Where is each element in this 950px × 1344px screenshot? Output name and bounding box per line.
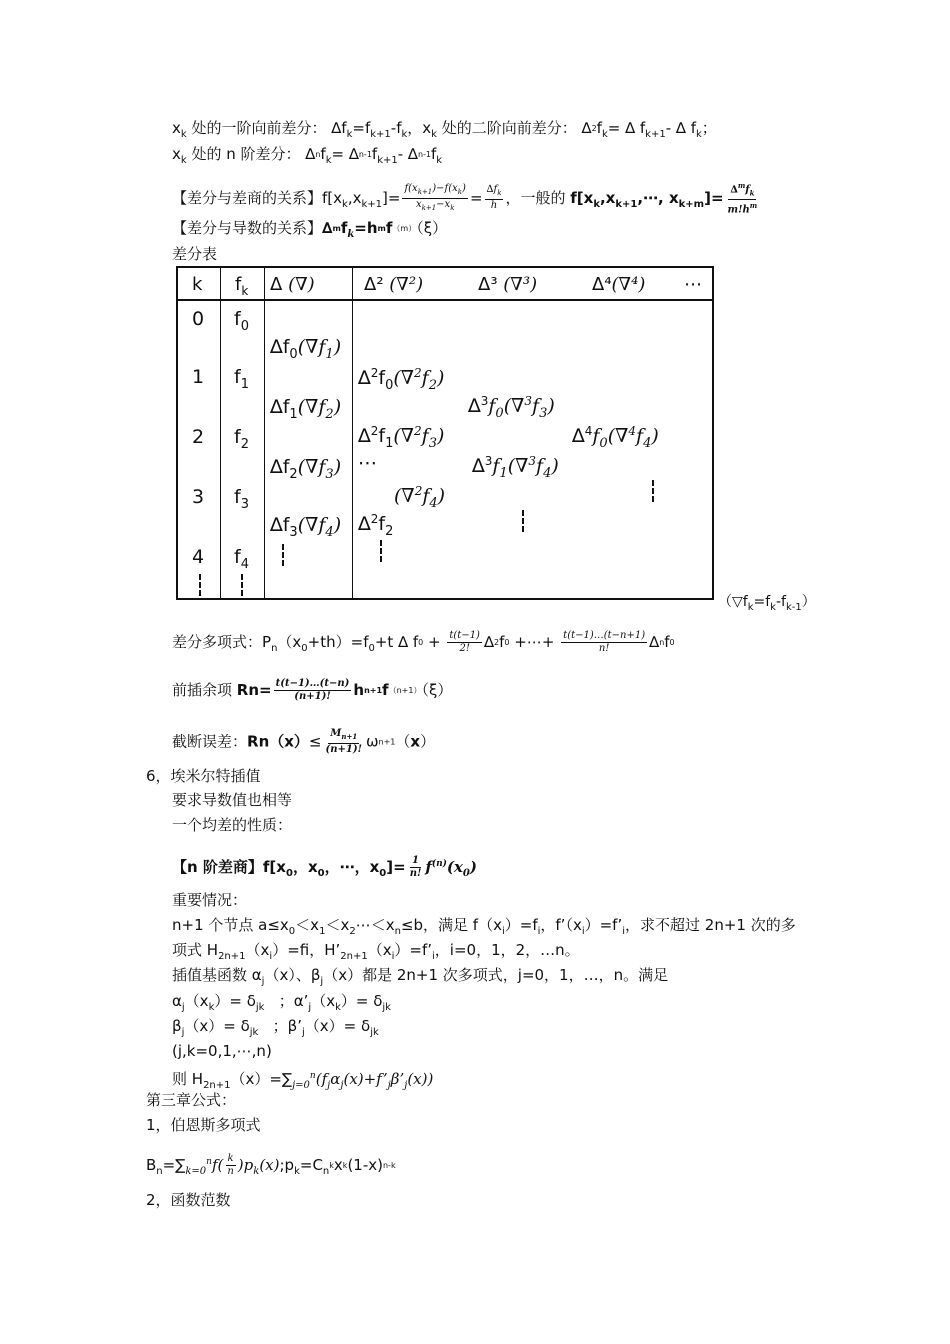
general-label: ，一般的 xyxy=(505,188,566,207)
f-index: 3 xyxy=(240,497,249,512)
header-f: $f_k$ xyxy=(235,274,249,298)
header-delta1: Δ (∇) xyxy=(270,274,315,295)
header-delta4: Δ⁴(∇⁴) xyxy=(592,274,646,295)
delta2-entry: $\Delta^2f_0(\nabla^2f_2)$ xyxy=(358,366,445,393)
diff-derivative-heading: 【差分与导数的关系】 xyxy=(172,219,323,237)
col-divider-k xyxy=(220,268,221,598)
delta2-entry: $\Delta^2f_2$ xyxy=(358,512,394,539)
header-divider xyxy=(178,299,712,301)
col-divider-delta xyxy=(352,268,353,598)
f-value: $f_1$ xyxy=(234,366,249,392)
truncation-error: 截断误差：Rn（x）≤ $\frac{M_{n+1}}{(n+1)!}$ ωn+1（x） xyxy=(172,728,436,755)
forward-diff-line: $x_k$ 处的一阶向前差分： $\Delta f_k=f_{k+1}-f_k$，$x_k$ 处的二阶向前差分： $\Delta 2f_k=$ ∆ $f_{k+1}-$ ∆ $f_k$； xyxy=(172,119,717,140)
bernstein-formula: $B_n=\sum_{k=0}^nf$( $\frac{k}{n}$ )$p_k(x);p_k=C_nkxk(1-x)n-k$ xyxy=(146,1153,396,1177)
trunc-err-label: 截断误差： xyxy=(172,732,248,751)
nth-diff-line: $x_k$ 处的 n 阶差分： $\Delta nf_k= \Delta n-1f_{k+1}-$ $\Delta n-1f_k$ xyxy=(172,145,443,166)
cond1-tail: ≤b，满足 f（x xyxy=(400,916,502,934)
vertical-ellipsis xyxy=(241,574,243,596)
header-delta1-label: Δ xyxy=(270,274,283,295)
basis-label: 插值基函数 α xyxy=(172,966,262,984)
header-f-label: f xyxy=(235,274,242,295)
delta3-entry: $\Delta^3f_0(\nabla^3f_3)$ xyxy=(468,394,555,421)
mean-property: 一个均差的性质： xyxy=(172,816,293,834)
header-k: k xyxy=(192,274,203,295)
f-index: 4 xyxy=(240,557,249,572)
vertical-ellipsis xyxy=(522,510,524,532)
header-delta2: Δ² (∇²) xyxy=(364,274,424,295)
condition-line-1: n+1 个节点 $a\le x_0<x_1<x_2\cdots<x_n\le b$，满足 $f(x_i)=f_i$，$f’(x_i)=f’_i$，求不超过 2n+1 次的多 xyxy=(172,916,796,937)
header-delta2-label: Δ² xyxy=(364,274,384,295)
ellipsis: ⋯ xyxy=(358,452,377,474)
header-delta4-label: Δ⁴ xyxy=(592,274,612,295)
delta1-entry: $\Delta f_1(\nabla f_2)$ xyxy=(270,396,342,422)
nth-quotient-heading: 【n 阶差商】 xyxy=(172,858,263,876)
header-ellipsis: ⋯ xyxy=(684,274,702,295)
cond1-end: ，求不超过 2n+1 次的多 xyxy=(625,916,796,934)
vertical-ellipsis xyxy=(380,540,382,562)
backward-note-label: （▽f xyxy=(718,594,748,610)
f-value: $f_2$ xyxy=(234,426,249,452)
f-index: 0 xyxy=(240,319,249,334)
f-index: 1 xyxy=(240,377,249,392)
header-delta3: Δ³ (∇³) xyxy=(478,274,538,295)
f-value: $f_3$ xyxy=(234,486,249,512)
delta1-entry: $\Delta f_3(\nabla f_4)$ xyxy=(270,514,342,540)
forward-diff-label: 处的一阶向前差分： xyxy=(191,119,327,137)
cond2-label: 项式 H xyxy=(172,941,219,959)
backward-diff-note: $(▽f_k=f_k-f_{k-1})$ xyxy=(718,594,816,613)
basis-tail: 都是 2n+1 次多项式，j=0，1，…，n。满足 xyxy=(362,966,669,984)
k-value: 0 xyxy=(192,308,205,330)
jk-range: (j,k=0,1,⋯,n) xyxy=(172,1042,272,1060)
then-h-label: 则 H xyxy=(172,1070,204,1088)
delta1-entry: $\Delta f_0(\nabla f_1)$ xyxy=(270,336,342,362)
condition-line-2: 项式 $H_{2n+1}(x_i)=fi$，$H’_{2n+1}(x_i)=f’_i$，i=0，1，2，…n。 xyxy=(172,941,580,962)
beta-condition: $\beta_j(x)= \delta_{jk}$ ；$\beta’_j(x)= \delta_{jk}$ xyxy=(172,1017,379,1038)
delta2-entry: $(\nabla^2f_4)$ xyxy=(394,484,446,511)
f-value: $f_4$ xyxy=(234,546,249,572)
alpha-condition: $\alpha_j(x_k)= \delta_{jk}$ ；$\alpha’_j(x_k)= \delta_{jk}$ xyxy=(172,992,391,1013)
require-derivative: 要求导数值也相等 xyxy=(172,791,293,809)
vertical-ellipsis xyxy=(282,544,284,566)
delta2-entry: $\Delta^2f_1(\nabla^2f_3)$ xyxy=(358,424,445,451)
col-divider-f xyxy=(264,268,265,598)
nth-quotient-line: 【n 阶差商】$f[x_0$，$x_0$，⋯，$x_0]=$ $\frac{1}{n!}$ $f^{(n)}(x_0)$ xyxy=(172,855,477,879)
nth-diff-label: 处的 n 阶差分： xyxy=(191,145,301,163)
key-case-label: 重要情况： xyxy=(172,891,248,909)
section-6-heading: 6，埃米尔特插值 xyxy=(146,767,261,785)
vertical-ellipsis xyxy=(652,480,654,502)
diff-derivative-relation: 【差分与导数的关系】$\Delta mf_k=hmf(m)(\xi)$ xyxy=(172,219,448,240)
header-delta3-label: Δ³ xyxy=(478,274,498,295)
second-diff-label: 处的二阶向前差分： xyxy=(441,119,577,137)
cond1-label: n+1 个节点 a≤x xyxy=(172,916,289,934)
f-index: 2 xyxy=(240,437,249,452)
k-value: 1 xyxy=(192,366,205,388)
chapter-3-heading: 第三章公式： xyxy=(146,1091,237,1109)
diff-quotient-relation: 【差分与差商的关系】$f[x_k,x_{k+1}]=$ $\frac{f(x_{k+1})-f(x_k)}{x_{k+1}-x_k}$ = $\frac{\Delta f_k}{h}$ ，一般的 $f[x_k,x_{k+1},\cdots$, $x_{k+m}]=$ $\frac{\Delta^mf_k}{m!h^m}$ xyxy=(172,181,758,216)
bernstein-heading: 1，伯恩斯多项式 xyxy=(146,1116,261,1134)
diff-quotient-heading: 【差分与差商的关系】 xyxy=(172,188,323,207)
f-value: $f_0$ xyxy=(234,308,249,334)
k-value: 3 xyxy=(192,486,205,508)
vertical-ellipsis xyxy=(199,574,201,596)
cond2-tail: ，i=0，1，2，…n。 xyxy=(434,941,580,959)
difference-table xyxy=(176,266,714,600)
forward-rem-label: 前插余项 xyxy=(172,681,233,699)
diff-polynomial: 差分多项式：$P_n(x_0+th)=f_0+t$ ∆ f0 + $\frac{t(t-1)}{2!}$ ∆2f0 +⋯+ $\frac{t(t-1)\dots(t-n+1)}{n!}$ ∆nf0 xyxy=(172,630,675,654)
forward-remainder: 前插余项 Rn= $\frac{t(t-1)\dots(t-n)}{(n+1)!}$ hn+1f（n+1）（ξ） xyxy=(172,678,453,702)
basis-line: 插值基函数 $\alpha_j(x)$、$\beta_j(x)$都是 2n+1 次多项式，j=0，1，…，n。满足 xyxy=(172,966,669,987)
delta1-entry: $\Delta f_2(\nabla f_3)$ xyxy=(270,456,342,482)
hermite-formula: 则 $H_{2n+1}(x)=\sum_{j=0}^n(f_j\alpha_j(x)+f’_j\beta’_j(x))$ xyxy=(172,1070,434,1091)
delta3-entry: $\Delta^3f_1(\nabla^3f_4)$ xyxy=(472,454,559,481)
function-norm-heading: 2，函数范数 xyxy=(146,1191,231,1209)
delta4-entry: $\Delta^4f_0(\nabla^4f_4)$ xyxy=(572,424,659,451)
table-title: 差分表 xyxy=(172,245,218,263)
k-value: 2 xyxy=(192,426,205,448)
diff-poly-label: 差分多项式： xyxy=(172,633,263,651)
k-value: 4 xyxy=(192,546,205,568)
